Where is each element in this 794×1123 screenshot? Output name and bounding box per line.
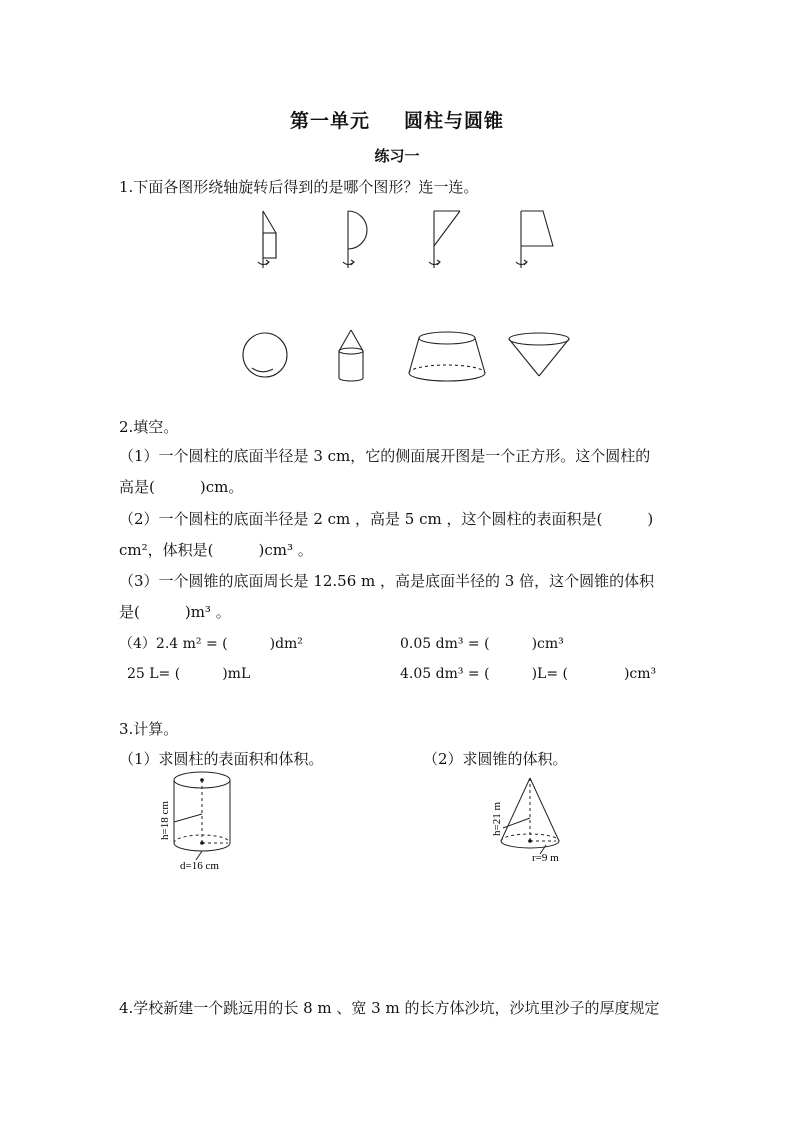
question-3-1-text: （1）求圆柱的表面积和体积。 [119, 750, 324, 768]
question-2-4-d: 4.05 dm³ = ( )L= ( )cm³ [400, 666, 657, 682]
cylinder-figure [174, 772, 230, 860]
question-2-2-line-1: （2）一个圆柱的底面半径是 2 cm ，高是 5 cm ，这个圆柱的表面积是( ) [119, 510, 654, 528]
question-2-4-a: （4）2.4 m² = ( )dm² [119, 636, 303, 652]
question-2-3-line-2: 是( )m³ 。 [119, 603, 231, 621]
question-3-2-text: （2）求圆锥的体积。 [423, 750, 568, 768]
cylinder-top-center [200, 778, 204, 782]
question-2-stem: 2.填空。 [119, 418, 179, 436]
question-2-4-c: 25 L= ( )mL [127, 666, 251, 682]
question-2-2-line-2: cm²，体积是( )cm³ 。 [119, 541, 313, 559]
cylinder-diameter-label: d=16 cm [180, 860, 219, 872]
question-4-stem: 4.学校新建一个跳远用的长 8 m 、宽 3 m 的长方体沙坑，沙坑里沙子的厚度规定 [119, 999, 660, 1017]
cylinder-height-label: h=18 cm [159, 801, 171, 840]
cone-height-label: h=21 m [491, 801, 503, 836]
question-2-1-line-2: 高是( )cm。 [119, 478, 244, 496]
question-2-1-line-1: （1）一个圆柱的底面半径是 3 cm，它的侧面展开图是一个正方形。这个圆柱的 [119, 447, 651, 465]
unit-topic: 圆柱与圆锥 [404, 110, 505, 132]
cylinder-bottom-center [200, 841, 204, 845]
cone-base-center [528, 839, 532, 843]
question-1-stem: 1.下面各图形绕轴旋转后得到的是哪个图形？连一连。 [119, 178, 479, 196]
question-2-4-b: 0.05 dm³ = ( )cm³ [400, 636, 564, 652]
unit-name: 第一单元 [289, 110, 370, 132]
cone-radius-label: r=9 m [532, 852, 559, 864]
question-2-3-line-1: （3）一个圆锥的底面周长是 12.56 m ，高是底面半径的 3 倍，这个圆锥的体积 [119, 572, 655, 590]
exercise-subtitle: 练习一 [374, 147, 420, 165]
question-3-stem: 3.计算。 [119, 720, 179, 738]
